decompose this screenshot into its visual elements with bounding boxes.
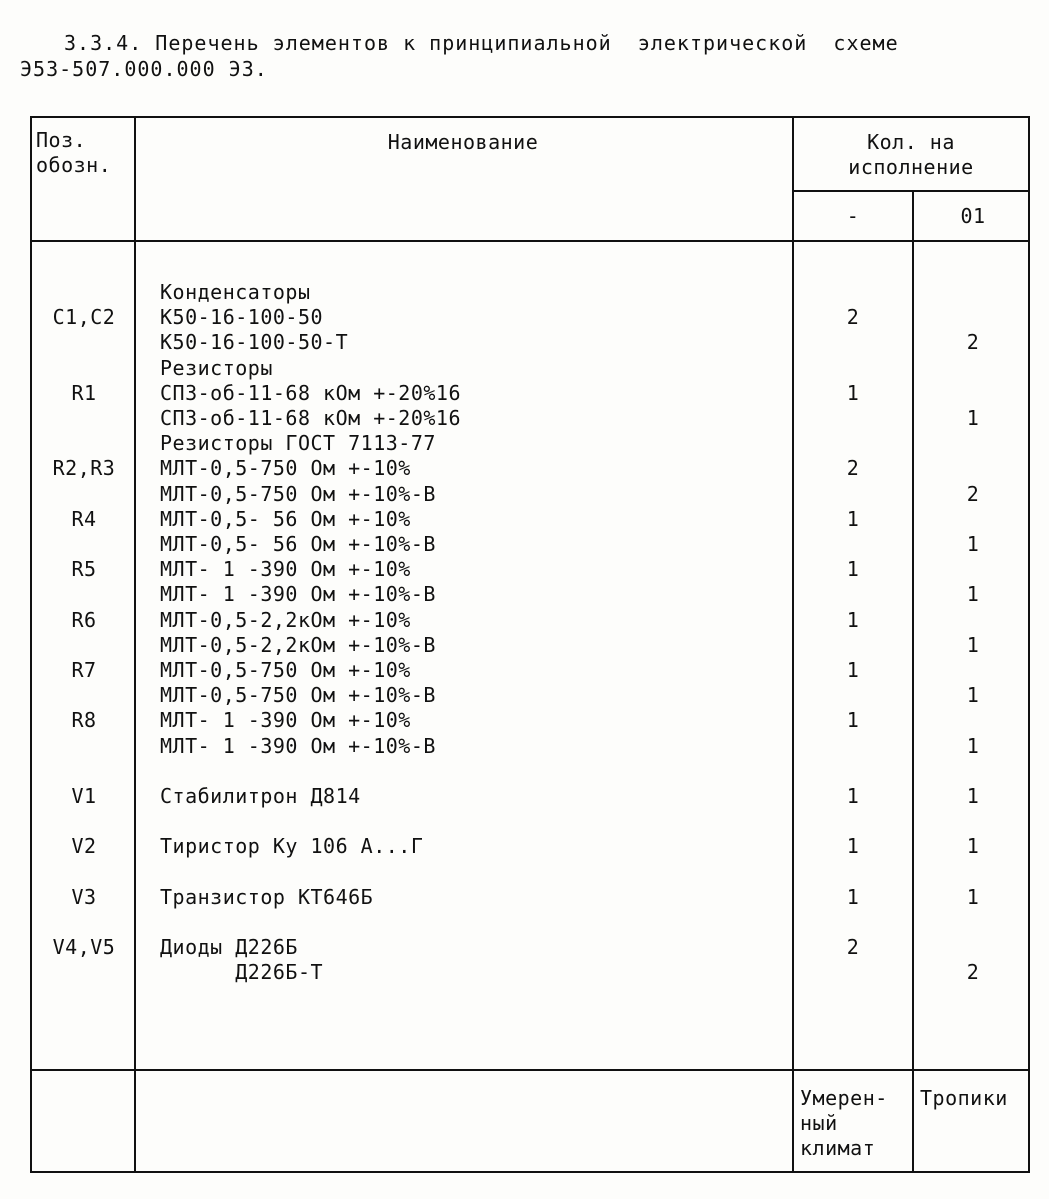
row-item-name: МЛТ- 1 -390 Ом +-10% xyxy=(160,708,411,733)
row-item-name: К50-16-100-50-Т xyxy=(160,330,349,355)
header-variant-base: - xyxy=(846,204,860,228)
col-divider-pos xyxy=(134,118,136,1171)
row-item-name: Диоды Д226Б xyxy=(160,935,298,960)
document-title xyxy=(20,30,1030,108)
row-qty-01: 1 xyxy=(966,532,980,556)
row-qty-01: 2 xyxy=(966,481,980,506)
row-pos-designation: R8 xyxy=(71,708,97,733)
col-divider-variant-footer xyxy=(912,1071,914,1171)
row-pos-designation: V2 xyxy=(71,834,97,859)
header-pos: Поз. обозн. xyxy=(36,128,112,177)
row-pos-designation: R6 xyxy=(71,607,97,632)
title-line-2: Э53-507.000.000 Э3. xyxy=(20,57,268,81)
row-item-name: МЛТ-0,5-750 Ом +-10%-В xyxy=(160,683,436,708)
row-item-name: МЛТ-0,5-2,2кОм +-10%-В xyxy=(160,632,436,657)
header-qty: Кол. на исполнение xyxy=(848,130,974,179)
row-item-name: МЛТ-0,5-2,2кОм +-10% xyxy=(160,607,411,632)
header-name: Наименование xyxy=(387,130,539,154)
row-item-name: МЛТ-0,5- 56 Ом +-10% xyxy=(160,506,411,531)
row-qty-base: 1 xyxy=(846,708,860,733)
row-pos-designation: V3 xyxy=(71,884,97,909)
row-qty-base: 2 xyxy=(846,305,860,330)
row-qty-01: 1 xyxy=(966,884,980,909)
header-bottom-line xyxy=(32,240,1028,242)
row-item-name: МЛТ-0,5-750 Ом +-10% xyxy=(160,658,411,682)
row-item-name: МЛТ-0,5- 56 Ом +-10%-В xyxy=(160,532,436,556)
row-qty-01: 1 xyxy=(966,406,980,430)
col-divider-name xyxy=(792,118,794,1171)
row-qty-01: 1 xyxy=(966,834,980,859)
row-qty-01: 1 xyxy=(966,784,980,808)
footer-top-line xyxy=(32,1069,1028,1071)
title-line-1: 3.3.4. Перечень элементов к принципиальной электрической схеме xyxy=(64,31,899,55)
row-item-name: СП3-об-11-68 кОм +-20%16 xyxy=(160,380,461,405)
row-item-name: К50-16-100-50 xyxy=(160,305,324,330)
row-item-name: Транзистор КТ646Б xyxy=(160,884,374,909)
row-item-name: МЛТ- 1 -390 Ом +-10%-В xyxy=(160,733,436,758)
group-heading: Резисторы ГОСТ 7113-77 xyxy=(160,431,436,456)
row-pos-designation: C1,C2 xyxy=(52,305,116,330)
row-qty-base: 1 xyxy=(846,607,860,632)
row-item-name: МЛТ- 1 -390 Ом +-10%-В xyxy=(160,582,436,607)
row-item-name: МЛТ-0,5-750 Ом +-10%-В xyxy=(160,481,436,506)
row-pos-designation: V1 xyxy=(71,784,97,808)
row-qty-01: 1 xyxy=(966,733,980,758)
row-pos-designation: R4 xyxy=(71,506,97,531)
row-pos-designation: V4,V5 xyxy=(52,935,116,960)
header-variant-01: 01 xyxy=(960,204,986,228)
row-item-name: МЛТ- 1 -390 Ом +-10% xyxy=(160,557,411,582)
row-qty-base: 1 xyxy=(846,658,860,682)
row-pos-designation: R1 xyxy=(71,380,97,405)
row-qty-base: 1 xyxy=(846,884,860,909)
row-pos-designation: R7 xyxy=(71,658,97,682)
row-item-name: Стабилитрон Д814 xyxy=(160,784,361,808)
row-item-name: СП3-об-11-68 кОм +-20%16 xyxy=(160,406,461,430)
row-pos-designation: R5 xyxy=(71,557,97,582)
group-heading: Резисторы xyxy=(160,355,273,380)
row-qty-01: 1 xyxy=(966,683,980,708)
row-qty-base: 1 xyxy=(846,506,860,531)
row-qty-01: 2 xyxy=(966,330,980,355)
row-qty-base: 2 xyxy=(846,456,860,481)
row-item-name: Д226Б-Т xyxy=(160,960,324,985)
row-qty-base: 1 xyxy=(846,784,860,808)
row-pos-designation: R2,R3 xyxy=(52,456,116,481)
footer-climate-temperate: Умерен- ный климат xyxy=(800,1086,888,1160)
row-item-name: Тиристор Ку 106 А...Г xyxy=(160,834,424,859)
group-heading: Конденсаторы xyxy=(160,280,311,304)
row-qty-base: 1 xyxy=(846,557,860,582)
row-qty-base: 1 xyxy=(846,380,860,405)
row-qty-01: 1 xyxy=(966,632,980,657)
row-item-name: МЛТ-0,5-750 Ом +-10% xyxy=(160,456,411,481)
row-qty-01: 1 xyxy=(966,582,980,607)
row-qty-base: 2 xyxy=(846,935,860,960)
elements-table xyxy=(30,116,1030,1173)
row-qty-base: 1 xyxy=(846,834,860,859)
header-qty-divider xyxy=(792,190,1028,192)
footer-climate-tropics: Тропики xyxy=(920,1086,1008,1110)
row-qty-01: 2 xyxy=(966,960,980,985)
